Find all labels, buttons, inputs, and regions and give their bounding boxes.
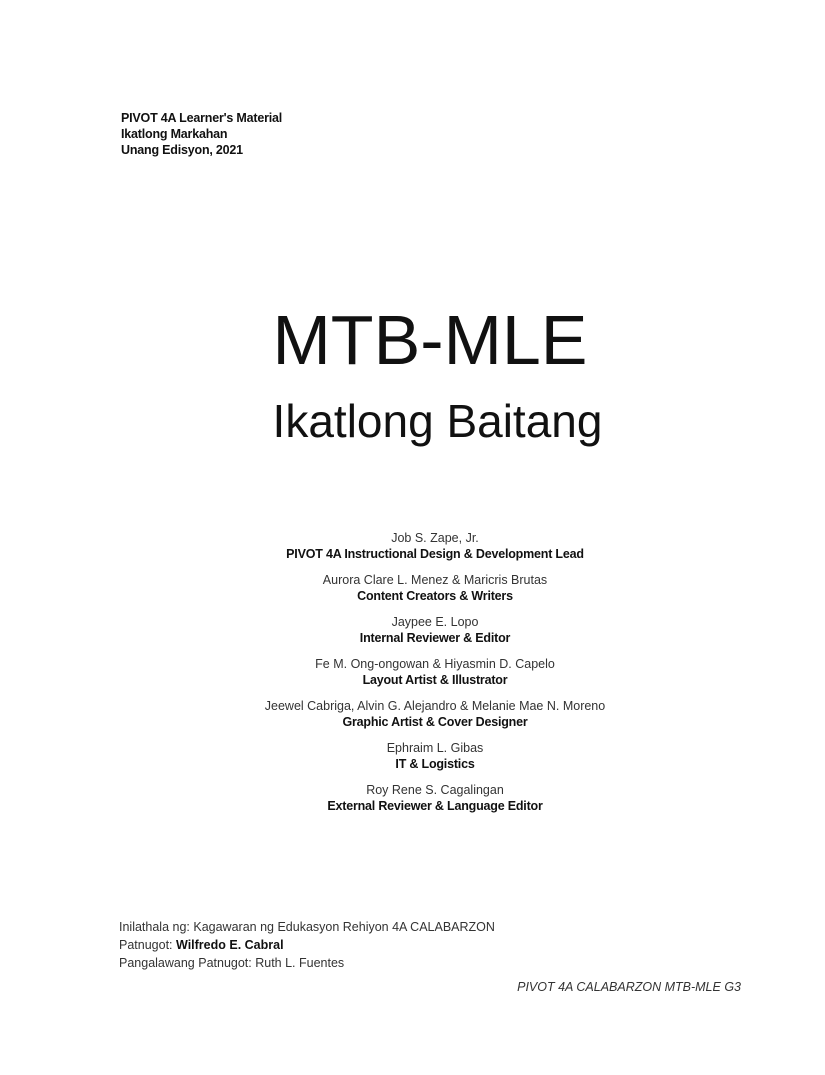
credit-entry	[0, 698, 825, 730]
credit-name: Jaypee E. Lopo	[391, 615, 479, 629]
credit-name: Jeewel Cabriga, Alvin G. Alejandro & Melanie Mae N. Moreno	[264, 699, 606, 713]
credit-entry	[0, 782, 825, 814]
credit-entry	[0, 614, 825, 646]
editor-label: Patnugot:	[119, 938, 176, 952]
page-subtitle: Ikatlong Baitang	[272, 395, 603, 447]
credit-role: External Reviewer & Language Editor	[327, 799, 543, 813]
credit-role: Internal Reviewer & Editor	[359, 631, 511, 645]
publisher-info	[119, 918, 495, 972]
credit-role: Graphic Artist & Cover Designer	[342, 715, 528, 729]
credit-entry	[0, 572, 825, 604]
credit-entry	[0, 530, 825, 562]
edition-label: Unang Edisyon, 2021	[121, 143, 243, 157]
published-by: Inilathala ng: Kagawaran ng Edukasyon Rehiyon 4A CALABARZON	[119, 920, 495, 934]
edition-info	[121, 110, 282, 158]
editor-name: Wilfredo E. Cabral	[176, 938, 284, 952]
editor-line	[119, 936, 495, 954]
credit-entry	[0, 656, 825, 688]
credit-name: Aurora Clare L. Menez & Maricris Brutas	[322, 573, 548, 587]
quarter-label: Ikatlong Markahan	[121, 127, 228, 141]
material-label: PIVOT 4A Learner's Material	[121, 111, 283, 125]
assistant-editor: Pangalawang Patnugot: Ruth L. Fuentes	[119, 956, 345, 970]
credit-name: Roy Rene S. Cagalingan	[366, 783, 504, 797]
credit-entry	[0, 740, 825, 772]
credit-role: PIVOT 4A Instructional Design & Development Lead	[286, 547, 584, 561]
credit-name: Fe M. Ong-ongowan & Hiyasmin D. Capelo	[315, 657, 555, 671]
credit-name: Job S. Zape, Jr.	[391, 531, 479, 545]
credit-role: Content Creators & Writers	[357, 589, 513, 603]
credit-name: Ephraim L. Gibas	[386, 741, 484, 755]
page-footer: PIVOT 4A CALABARZON MTB-MLE G3	[517, 980, 741, 994]
credit-role: IT & Logistics	[395, 757, 475, 771]
credits-list	[0, 530, 825, 824]
page-title: MTB-MLE	[272, 301, 588, 379]
credit-role: Layout Artist & Illustrator	[362, 673, 508, 687]
